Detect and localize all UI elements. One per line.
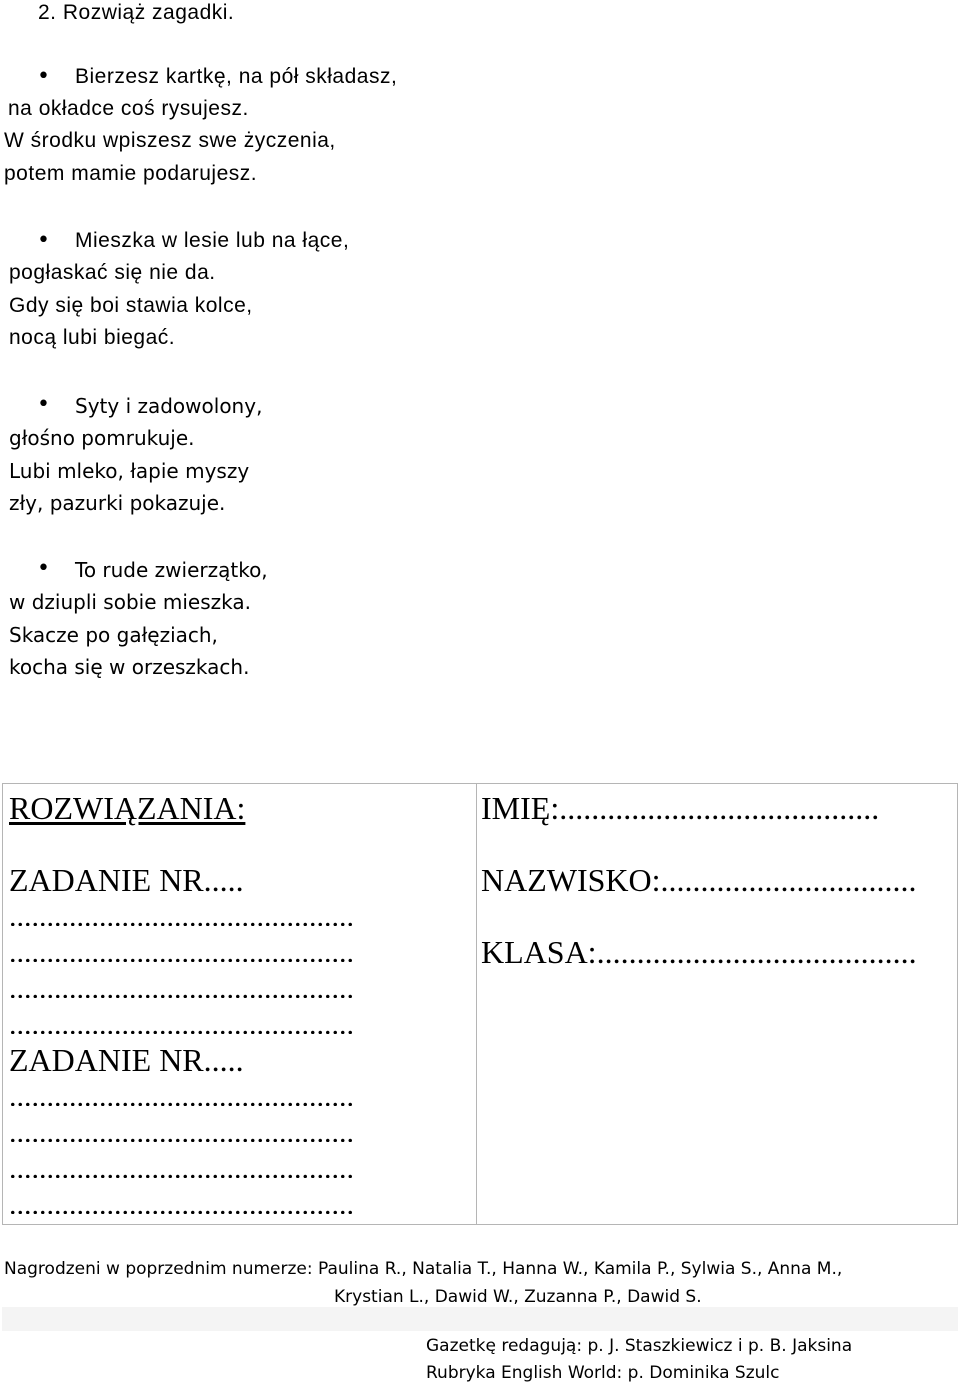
bullet-icon: • [37,64,50,89]
divider-bar [2,1307,958,1331]
answer-line[interactable]: .............................................. [9,1124,354,1142]
answer-line[interactable]: .............................................. [9,908,354,926]
answer-line[interactable]: .............................................. [9,1016,354,1034]
riddle-line: W środku wpiszesz swe życzenia, [4,129,336,152]
class-field[interactable]: KLASA:........................................ [481,934,917,970]
answers-title: ROZWIĄZANIA: [9,790,246,826]
task-1-label[interactable]: ZADANIE NR..... [9,862,244,898]
answer-line[interactable]: .............................................. [9,1088,354,1106]
riddle-line: Syty i zadowolony, [75,394,263,418]
riddle-line: pogłaskać się nie da. [9,261,216,284]
riddle-line: Lubi mleko, łapie myszy [9,459,250,483]
winners-line-2: Krystian L., Dawid W., Zuzanna P., Dawid S. [334,1287,702,1307]
riddle-line: nocą lubi biegać. [9,326,176,349]
riddle-line: Bierzesz kartkę, na pół składasz, [75,65,398,88]
riddle-line: Gdy się boi stawia kolce, [9,294,253,317]
credits-english-world: Rubryka English World: p. Dominika Szulc [426,1363,780,1383]
section-heading: 2. Rozwiąż zagadki. [38,1,235,24]
riddle-line: Mieszka w lesie lub na łące, [75,229,350,252]
riddle-line: Skacze po gałęziach, [9,623,218,647]
bullet-icon: • [37,228,50,253]
answer-line[interactable]: .............................................. [9,980,354,998]
task-2-label[interactable]: ZADANIE NR..... [9,1042,244,1078]
answer-line[interactable]: .............................................. [9,944,354,962]
answer-line[interactable]: .............................................. [9,1160,354,1178]
answer-line[interactable]: .............................................. [9,1196,354,1214]
credits-editors: Gazetkę redagują: p. J. Staszkiewicz i p. B. Jaksina [426,1336,853,1356]
answers-table [2,783,958,1225]
winners-line-1: Nagrodzeni w poprzednim numerze: Paulina R., Natalia T., Hanna W., Kamila P., Sylwia S., Anna M., [4,1259,843,1279]
riddle-line: głośno pomrukuje. [9,426,195,450]
surname-field[interactable]: NAZWISKO:................................ [481,862,917,898]
riddle-line: zły, pazurki pokazuje. [9,491,226,515]
riddle-line: To rude zwierzątko, [75,558,268,582]
name-field[interactable]: IMIĘ:........................................ [481,790,880,826]
riddle-line: potem mamie podarujesz. [4,162,258,185]
riddle-line: na okładce coś rysujesz. [8,97,249,120]
riddle-line: w dziupli sobie mieszka. [9,590,251,614]
riddle-line: kocha się w orzeszkach. [9,655,250,679]
table-divider [476,784,477,1224]
bullet-icon: • [37,556,50,581]
bullet-icon: • [37,392,50,417]
